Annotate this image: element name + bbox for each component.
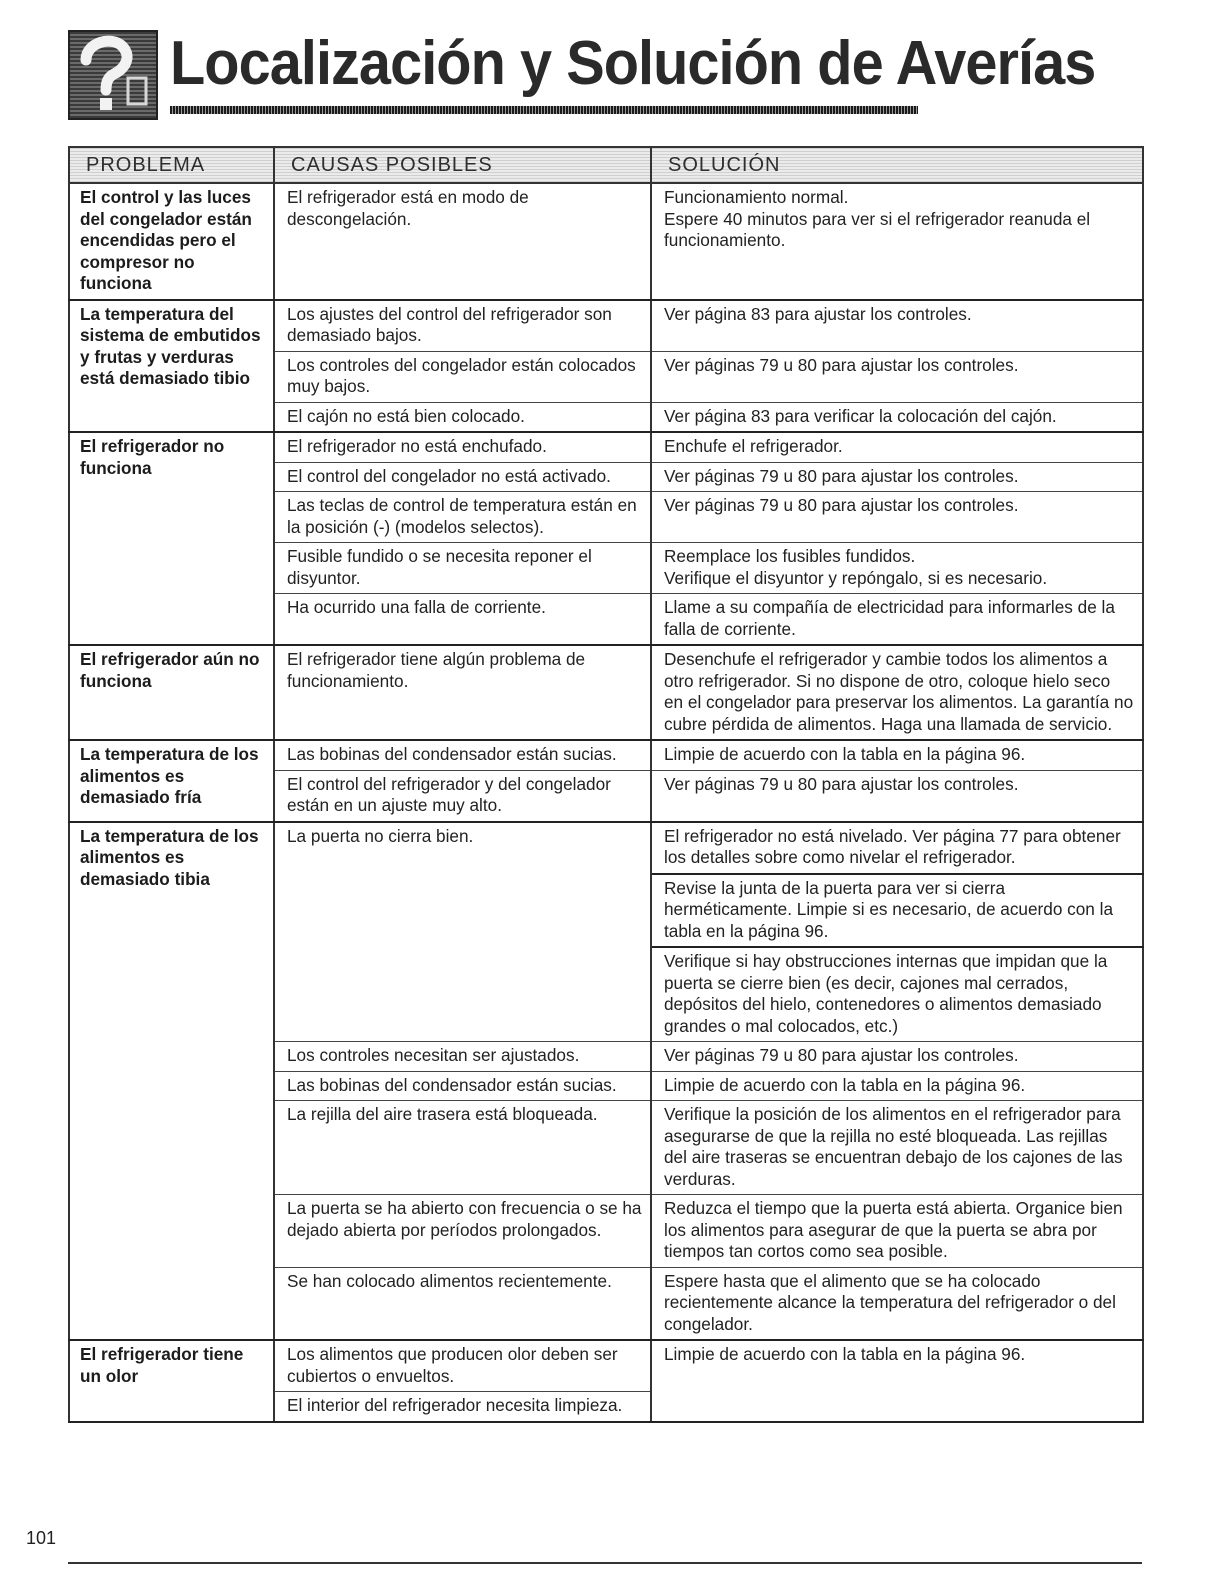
problem-cell: El control y las luces del congelador están encendidas pero el compresor no funciona (69, 183, 274, 300)
solution-cell: Ver página 83 para ajustar los controles. (651, 300, 1143, 352)
solution-cell: Limpie de acuerdo con la tabla en la página 96. (651, 1071, 1143, 1101)
bottom-rule (68, 1562, 1142, 1564)
cause-cell: El refrigerador está en modo de descongelación. (274, 183, 651, 300)
problem-cell: La temperatura de los alimentos es demasiado tibia (69, 822, 274, 1341)
table-row (69, 1340, 1143, 1392)
problem-cell: El refrigerador aún no funciona (69, 645, 274, 740)
table-row (69, 300, 1143, 352)
solution-cell: Enchufe el refrigerador. (651, 432, 1143, 462)
cause-cell: El cajón no está bien colocado. (274, 402, 651, 432)
cause-cell: El refrigerador tiene algún problema de funcionamiento. (274, 645, 651, 740)
cause-cell: El refrigerador no está enchufado. (274, 432, 651, 462)
cause-cell: El interior del refrigerador necesita limpieza. (274, 1392, 651, 1422)
page-number: 101 (26, 1528, 57, 1548)
cause-cell: Ha ocurrido una falla de corriente. (274, 594, 651, 646)
page-title: Localización y Solución de Averías (170, 29, 1096, 98)
cause-cell: El control del congelador no está activado. (274, 462, 651, 492)
solution-cell: Ver páginas 79 u 80 para ajustar los controles. (651, 770, 1143, 822)
solution-cell: Ver páginas 79 u 80 para ajustar los controles. (651, 492, 1143, 543)
cause-cell: El control del refrigerador y del congelador están en un ajuste muy alto. (274, 770, 651, 822)
problem-cell: El refrigerador tiene un olor (69, 1340, 274, 1422)
solution-cell: Ver páginas 79 u 80 para ajustar los controles. (651, 1042, 1143, 1072)
solution-cell: Ver página 83 para verificar la colocación del cajón. (651, 402, 1143, 432)
solution-cell: Ver páginas 79 u 80 para ajustar los controles. (651, 462, 1143, 492)
solution-cell: Limpie de acuerdo con la tabla en la página 96. (651, 740, 1143, 770)
table-header-row (69, 147, 1143, 183)
cause-cell: Los controles del congelador están colocados muy bajos. (274, 351, 651, 402)
table-row (69, 183, 1143, 300)
column-header-solucion: SOLUCIÓN (651, 147, 1143, 183)
solution-cell: Espere hasta que el alimento que se ha colocado recientemente alcance la temperatura del refrigerador o del congelador. (651, 1267, 1143, 1340)
solution-cell: Desenchufe el refrigerador y cambie todos los alimentos a otro refrigerador. Si no dispone de otro, coloque hielo seco en el congelador para preservar los alimentos. La garantía no cubre pérdida de alimentos. Haga una llamada de servicio. (651, 645, 1143, 740)
column-header-causas: CAUSAS POSIBLES (274, 147, 651, 183)
solution-cell: Limpie de acuerdo con la tabla en la página 96. (651, 1340, 1143, 1422)
cause-cell: Las teclas de control de temperatura están en la posición (-) (modelos selectos). (274, 492, 651, 543)
problem-cell: El refrigerador no funciona (69, 432, 274, 645)
cause-cell: Se han colocado alimentos recientemente. (274, 1267, 651, 1340)
question-mark-icon (68, 30, 158, 120)
solution-cell: Reduzca el tiempo que la puerta está abierta. Organice bien los alimentos para asegurar de que la puerta se abra por tiempos tan cortos como sea posible. (651, 1195, 1143, 1268)
cause-cell: La puerta no cierra bien. (274, 822, 651, 1042)
troubleshooting-table-container (68, 146, 1142, 1423)
title-underline (170, 106, 918, 114)
problem-cell: La temperatura del sistema de embutidos y frutas y verduras está demasiado tibio (69, 300, 274, 433)
column-header-problema: PROBLEMA (69, 147, 274, 183)
troubleshooting-table (68, 146, 1144, 1423)
table-row (69, 822, 1143, 874)
solution-cell: Reemplace los fusibles fundidos. Verifique el disyuntor y repóngalo, si es necesario. (651, 543, 1143, 594)
cause-cell: Las bobinas del condensador están sucias. (274, 1071, 651, 1101)
cause-cell: Fusible fundido o se necesita reponer el disyuntor. (274, 543, 651, 594)
cause-cell: Los alimentos que producen olor deben ser cubiertos o envueltos. (274, 1340, 651, 1392)
cause-cell: Los ajustes del control del refrigerador son demasiado bajos. (274, 300, 651, 352)
cause-cell: La rejilla del aire trasera está bloqueada. (274, 1101, 651, 1195)
cause-cell: Los controles necesitan ser ajustados. (274, 1042, 651, 1072)
solution-cell: Verifique la posición de los alimentos en el refrigerador para asegurarse de que la rejilla no esté bloqueada. Las rejillas del aire traseras se encuentran debajo de los cajones de las verduras. (651, 1101, 1143, 1195)
cause-cell: La puerta se ha abierto con frecuencia o se ha dejado abierta por períodos prolongados. (274, 1195, 651, 1268)
cause-cell: Las bobinas del condensador están sucias. (274, 740, 651, 770)
solution-cell: Revise la junta de la puerta para ver si cierra herméticamente. Limpie si es necesario, de acuerdo con la tabla en la página 96. (651, 874, 1143, 948)
table-row (69, 432, 1143, 462)
problem-cell: La temperatura de los alimentos es demasiado fría (69, 740, 274, 822)
solution-cell: Ver páginas 79 u 80 para ajustar los controles. (651, 351, 1143, 402)
solution-cell: Funcionamiento normal. Espere 40 minutos para ver si el refrigerador reanuda el funcionamiento. (651, 183, 1143, 300)
table-row (69, 740, 1143, 770)
solution-cell: El refrigerador no está nivelado. Ver página 77 para obtener los detalles sobre como nivelar el refrigerador. (651, 822, 1143, 874)
solution-cell: Verifique si hay obstrucciones internas que impidan que la puerta se cierre bien (es decir, cajones mal cerrados, depósitos del hielo, contenedores o alimentos demasiado grandes o mal colocados, etc.) (651, 947, 1143, 1042)
solution-cell: Llame a su compañía de electricidad para informarles de la falla de corriente. (651, 594, 1143, 646)
table-row (69, 645, 1143, 740)
